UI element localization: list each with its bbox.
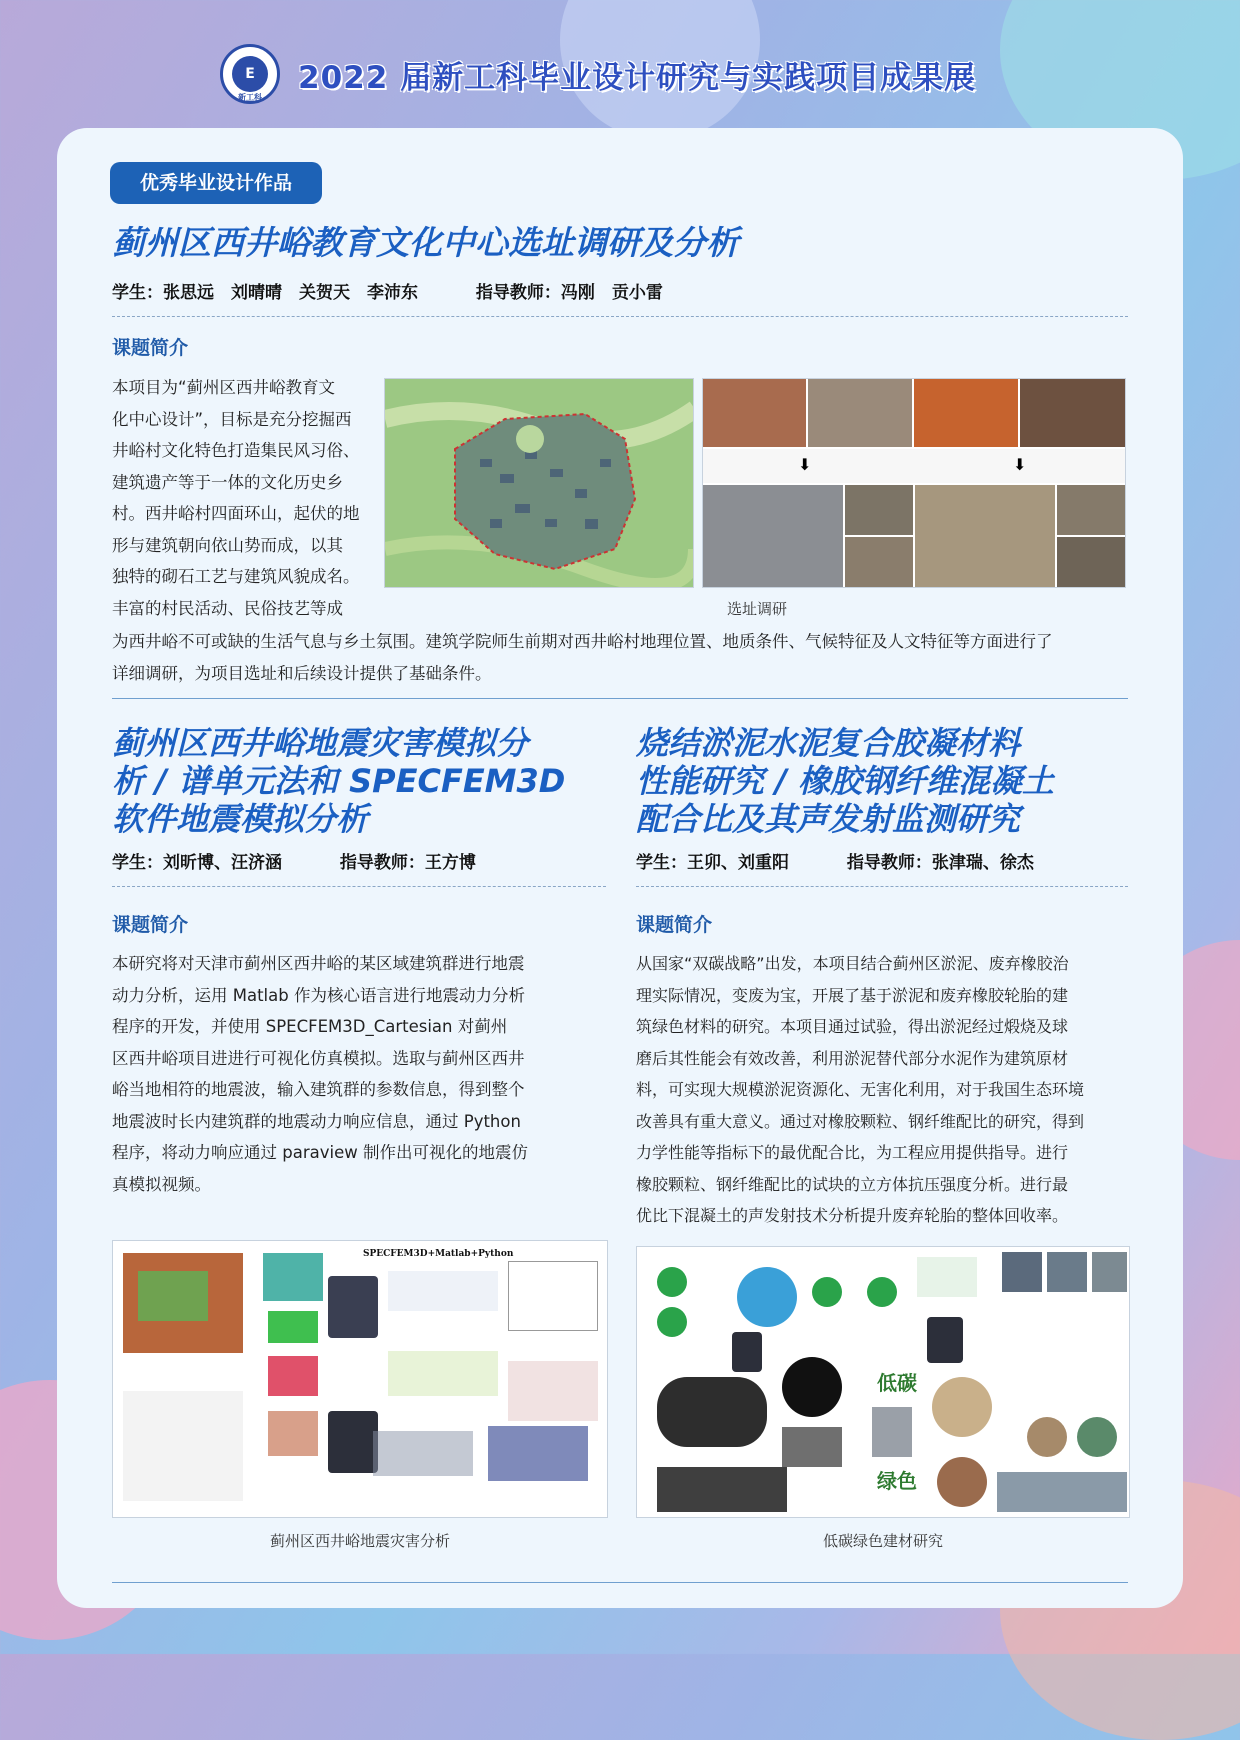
project3-title: 烧结淤泥水泥复合胶凝材料 性能研究 / 橡胶钢纤维混凝土 配合比及其声发射监测研究 [636, 724, 1054, 838]
site-plan-drawing [385, 379, 694, 588]
project1-section-title: 课题简介 [112, 337, 189, 359]
project1-students: 学生：张思远 刘晴晴 关贺天 李沛东 [112, 283, 418, 303]
section-rule [112, 698, 1128, 699]
project3-advisors: 指导教师：张津瑞、徐杰 [846, 853, 1034, 873]
project2-title: 蓟州区西井峪地震灾害模拟分 析 / 谱单元法和 SPECFEM3D 软件地震模拟分析 [112, 724, 566, 838]
page-header [220, 42, 976, 106]
project3-students: 学生：王卯、刘重阳 [636, 853, 789, 873]
arrow-down-icon: ⬇ [798, 455, 812, 474]
project1-people [112, 278, 677, 303]
project2-image-caption: 蓟州区西井峪地震灾害分析 [269, 1532, 450, 1550]
project1-title: 蓟州区西井峪教育文化中心选址调研及分析 [112, 223, 739, 262]
project1-image-caption: 选址调研 [726, 600, 787, 618]
green-label: 绿色 [877, 1469, 917, 1493]
project3-image-caption: 低碳绿色建材研究 [822, 1532, 943, 1550]
project2-advisors: 指导教师：王方博 [339, 853, 476, 873]
page-title: 2022 届新工科毕业设计研究与实践项目成果展 [298, 59, 977, 96]
project3-section-title: 课题简介 [636, 914, 713, 936]
arrow-down-icon: ⬇ [1013, 455, 1027, 474]
project2-people [112, 848, 490, 873]
project1-intro-tail: 为西井峪不可或缺的生活气息与乡土氛围。建筑学院师生前期对西井峪村地理位置、地质条件、气候特征及人文特征等方面进行了 详细调研，为项目选址和后续设计提供了基础条件。 [112, 632, 1053, 683]
site-survey-photos [702, 378, 1126, 588]
divider [636, 886, 1128, 887]
project3-people [636, 848, 1048, 873]
divider [112, 316, 1128, 317]
project3-intro: 从国家“双碳战略”出发，本项目结合蓟州区淤泥、废弃橡胶治 理实际情况，变废为宝，开展了基于淤泥和废弃橡胶轮胎的建 筑绿色材料的研究。本项目通过试验，得出淤泥经过煅烧及球 磨后其性能会有效改善，利用淤泥替代部分水泥作为建筑原材 料，可实现大规模淤泥资源化、无害化利用，对于我国生态环境 改善具有重大意义。通过对橡胶颗粒、钢纤维配比的研究，得到 力学性能等指标下的最优配合比，为工程应用提供指导。进行 橡胶颗粒、钢纤维配比的试块的立方体抗压强度分析。进行最 优比下混凝土的声发射技术分析提升废弃轮胎的整体回收率。 [636, 954, 1085, 1225]
low-carbon-label: 低碳 [877, 1371, 917, 1395]
project1-intro: 本项目为“蓟州区西井峪教育文 化中心设计”，目标是充分挖掘西 井峪村文化特色打造集民风习俗、 建筑遗产等于一体的文化历史乡 村。西井峪村四面环山，起伏的地 形与建筑朝向依山势而成，以其 独特的砌石工艺与建筑风貌成名。 丰富的村民活动、民俗技艺等成 [112, 378, 360, 618]
project2-intro: 本研究将对天津市蓟州区西井峪的某区域建筑群进行地震 动力分析，运用 Matlab 作为核心语言进行地震动力分析 程序的开发，并使用 SPECFEM3D_Cartesian 对蓟州 区西井峪项目进进行可视化仿真模拟。选取与蓟州区西井 峪当地相符的地震波，输入建筑群的参数信息，得到整个 地震波时长内建筑群的地震动力响应信息，通过 Python 程序，将动力响应通过 paraview 制作出可视化的地震仿 真模拟视频。 [112, 954, 528, 1194]
green-material-poster [636, 1246, 1130, 1518]
project2-students: 学生：刘昕博、汪济涵 [112, 853, 282, 873]
divider [112, 886, 606, 887]
bottom-rule [112, 1582, 1128, 1583]
poster-title: SPECFEM3D+Matlab+Python [363, 1249, 514, 1259]
seismic-analysis-poster [112, 1240, 608, 1518]
project1-advisors: 指导教师：冯刚 贡小雷 [475, 283, 663, 303]
category-badge: 优秀毕业设计作品 [110, 162, 322, 204]
logo-caption: 新工科 [238, 93, 262, 102]
site-plan-image [384, 378, 694, 588]
project2-section-title: 课题简介 [112, 914, 189, 936]
logo-mark-icon: E [232, 56, 268, 92]
